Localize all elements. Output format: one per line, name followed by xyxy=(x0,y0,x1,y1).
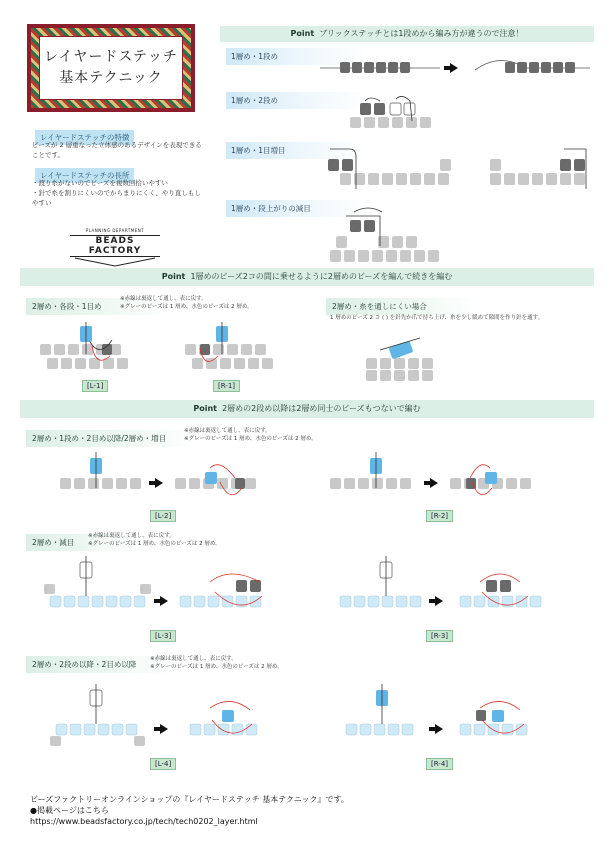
title-line1: レイヤードステッチ xyxy=(44,49,178,65)
step1-2-label: 1層め・2段め xyxy=(226,92,366,109)
merits-item-1: ・渡り糸がないのでビーズを複数回拾いやすい xyxy=(32,179,168,187)
features-label: レイヤードステッチの特徴 xyxy=(35,130,134,145)
point2-prefix: Point xyxy=(161,272,186,281)
title-line2: 基本テクニック xyxy=(59,70,163,86)
step1-4-label: 1層め・段上がりの減目 xyxy=(226,200,366,217)
diagram-row1 xyxy=(40,318,300,378)
footer xyxy=(30,794,590,827)
label-R1: [R-1] xyxy=(213,380,240,392)
section-b-note: 1 層めのビーズ 2 コ ( ) を針先か爪で持ち上げ、糸を少し緩めて隙間を作り針を通す。 xyxy=(330,315,544,321)
section-d-note2: ※グレーのビーズは 1 層め、水色のビーズは 2 層め。 xyxy=(88,541,221,547)
section-a-note1: ※赤線は裏返して通し、表に戻す。 xyxy=(120,296,207,302)
section-b-label: 2層め・糸を通しにくい場合 xyxy=(326,298,476,315)
merits-item-2: ・針で糸を割りにくいのでからまりにくく、やり直しもしやすい xyxy=(32,189,201,207)
label-L4: [L-4] xyxy=(150,758,176,770)
diagram-section-b xyxy=(360,330,450,380)
step1-3-label: 1層め・1目増目 xyxy=(226,142,366,159)
point1-bar xyxy=(220,26,594,42)
diagram-row4 xyxy=(40,680,580,750)
point1-prefix: Point xyxy=(290,29,315,38)
section-e-note2: ※グレーのビーズは 1 層め、水色のビーズは 2 層め。 xyxy=(150,664,283,670)
point3-prefix: Point xyxy=(193,404,217,413)
logo xyxy=(70,228,160,267)
footer-line1: ビーズファクトリーオンラインショップの『レイヤードステッチ 基本テクニック』です。 xyxy=(30,795,349,804)
point3-text: 2層めの2段め以降は2層め同士のビーズもつないで編む xyxy=(222,404,421,413)
footer-link[interactable]: https://www.beadsfactory.co.jp/tech/tech0202_layer.html xyxy=(30,817,258,826)
section-e-note1: ※赤線は裏返して通し、表に戻す。 xyxy=(150,656,237,662)
label-R3: [R-3] xyxy=(426,630,453,642)
label-L3: [L-3] xyxy=(150,630,176,642)
section-a-note2: ※グレーのビーズは 1 層め、水色のビーズは 2 層め。 xyxy=(120,304,253,310)
title-frame xyxy=(27,24,195,112)
title-inner xyxy=(39,36,183,100)
label-L2: [L-2] xyxy=(150,510,176,522)
section-c-note2: ※グレーのビーズは 1 層め、水色のビーズは 2 層め。 xyxy=(184,436,317,442)
diagram-row2 xyxy=(60,448,580,508)
label-L1: [L-1] xyxy=(82,380,108,392)
point3-bar xyxy=(20,400,594,418)
logo-top: PLANNING DEPARTMENT xyxy=(85,228,145,233)
diagram-step1-3 xyxy=(320,145,600,195)
diagram-step1-1 xyxy=(300,54,600,84)
section-c-note1: ※赤線は裏返して通し、表に戻す。 xyxy=(184,428,271,434)
diagram-row3 xyxy=(40,552,580,622)
label-R2: [R-2] xyxy=(426,510,453,522)
step1-1-label: 1層め・1段め xyxy=(226,48,366,65)
diagram-step1-2 xyxy=(340,95,520,135)
footer-line2: ●掲載ページはこちら xyxy=(30,806,109,815)
merits-label: レイヤードステッチの長所 xyxy=(35,168,134,183)
section-e-label: 2層め・2段め以降・2目め以降 xyxy=(26,656,176,673)
section-c-label: 2層め・1段め・2目め以降/2層め・増目 xyxy=(26,430,196,447)
logo-chevron-icon xyxy=(70,257,160,267)
point2-bar xyxy=(20,268,594,286)
features-text: ビーズが 2 層重なった立体感のあるデザインを表現できることです。 xyxy=(32,141,202,159)
section-d-label: 2層め・減目 xyxy=(26,534,136,551)
point2-text: 1層めのビーズ2コの間に乗せるように2層めのビーズを編んで続きを編む xyxy=(190,272,453,281)
section-d-note1: ※赤線は裏返して通し、表に戻す。 xyxy=(88,533,175,539)
section-a-label: 2層め・各段・1目め xyxy=(26,298,166,315)
logo-name: BEADS FACTORY xyxy=(70,235,160,257)
label-R4: [R-4] xyxy=(426,758,453,770)
diagram-step1-4 xyxy=(320,206,500,266)
point1-text: ブリックステッチとは1段めから編み方が違うので注意！ xyxy=(319,29,524,38)
